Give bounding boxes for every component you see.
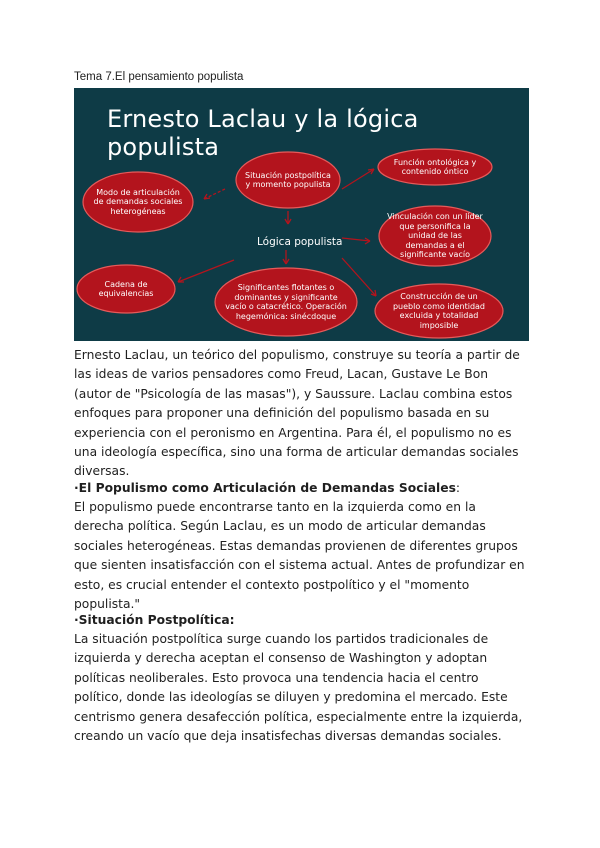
section-1-heading: ·El Populismo como Articulación de Demandas Sociales — [74, 481, 456, 495]
bubble-construccion-text: Construcción de un pueblo como identidad excluida y totalidad imposible — [392, 292, 486, 330]
bubble-vinculacion-text: Vinculación con un líder que personifica la unidad de las demandas a el significante vacío — [387, 212, 483, 260]
section-1-colon: : — [455, 481, 461, 495]
center-label: Lógica populista — [257, 236, 343, 248]
section-1-body: El populismo puede encontrarse tanto en la izquierda como en la derecha política. Según Laclau, es un modo de articular demandas sociales heterogéneas. Estas demandas provienen de diferentes grupos que sienten insatisfacción con el sistema actual. Antes de profundizar en esto, es crucial entender el contexto postpolítico y el "momento populista." — [74, 500, 525, 612]
section-2-heading: ·Situación Postpolítica: — [74, 613, 235, 627]
bubble-situacion-text: Situación postpolítica y momento populista — [245, 170, 331, 189]
bubble-modo-text: Modo de articulación de demandas sociales heterogéneas — [93, 187, 183, 216]
bubble-significantes-text: Significantes flotantes o dominantes y significante vacío o catacrético. Operación hegemónica: sinécdoque — [225, 283, 347, 321]
bubble-funcion-text: Función ontológica y contenido óntico — [393, 157, 477, 176]
intro-paragraph: Ernesto Laclau, un teórico del populismo, construye su teoría a partir de las ideas de varios pensadores como Freud, Lacan, Gustave Le Bon (autor de "Psicología de las masas"), y Saussure. Laclau combina estos enfoques para proponer una definición del populismo basada en su experiencia con el peronismo en Argentina. Para él, el populismo no es una ideología específica, sino una forma de articular demandas sociales diversas. — [74, 348, 520, 479]
slide-title: Ernesto Laclau y la lógica populista — [107, 105, 419, 161]
bubble-cadena-text: Cadena de equivalencias — [98, 279, 154, 298]
document-title: Tema 7.El pensamiento populista — [74, 71, 244, 83]
slide-image — [74, 88, 529, 341]
section-1 — [74, 479, 529, 498]
section-2-body: La situación postpolítica surge cuando los partidos tradicionales de izquierda y derecha aceptan el consenso de Washington y adoptan políticas neoliberales. Esto provoca una tendencia hacia el centro político, donde las ideologías se diluyen y predomina el mercado. Este centrismo genera desafección política, especialmente entre la izquierda, creando un vacío que deja insatisfechas diversas demandas sociales. — [74, 632, 523, 744]
